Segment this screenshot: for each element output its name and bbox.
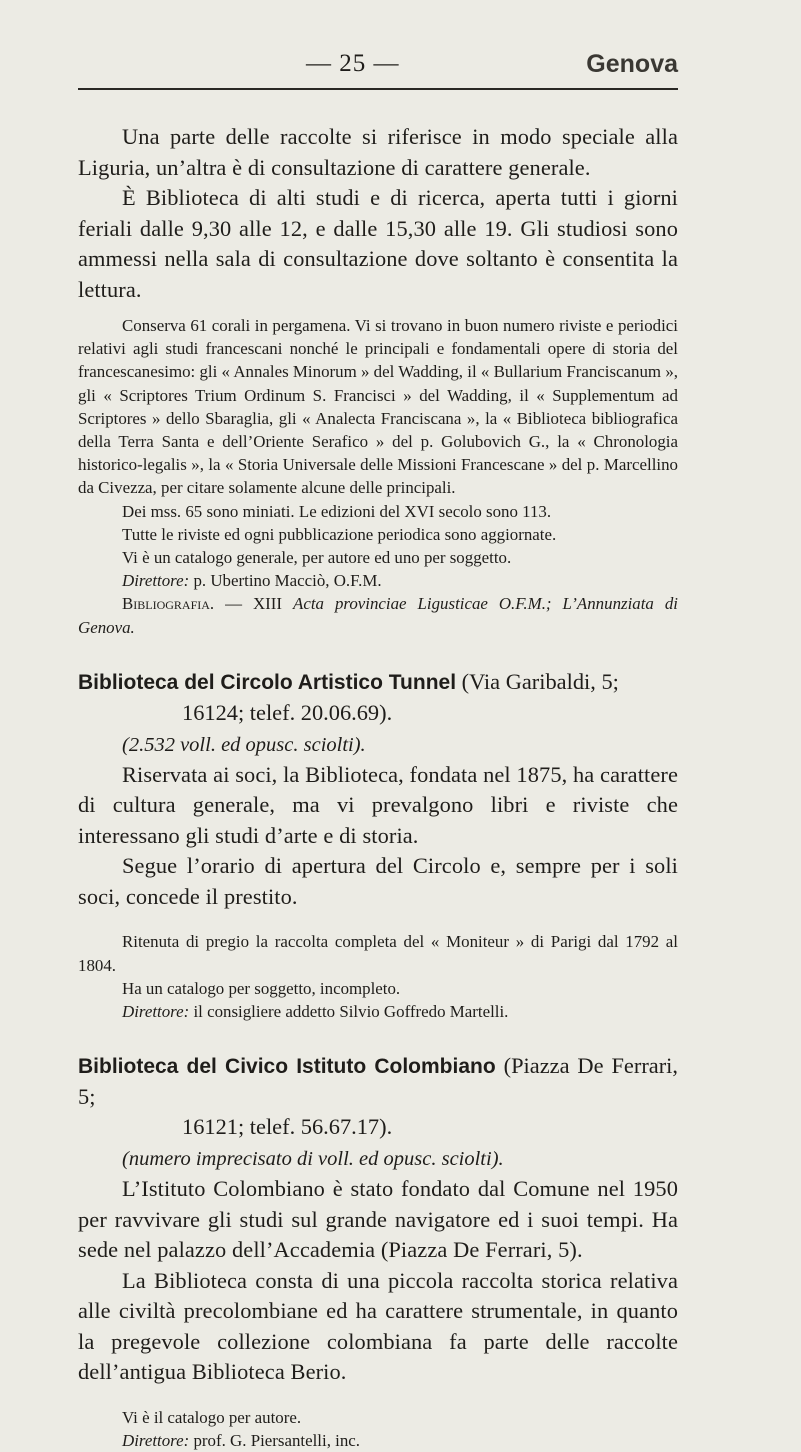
entry-colombiano-address: (Piazza De Ferrari, 5; — [78, 1053, 678, 1110]
running-head: Genova — [586, 50, 678, 78]
intro-paragraph-1: Una parte delle raccolte si riferisce in modo speciale alla Liguria, un’altra è di consultazione di carattere generale. — [78, 124, 678, 180]
intro-director — [78, 569, 678, 592]
entry-tunnel-note-2: Ha un catalogo per soggetto, incompleto. — [122, 978, 401, 998]
entry-tunnel-paragraph-1: Riservata ai soci, la Biblioteca, fondata nel 1875, ha carattere di cultura generale, ma vi prevalgono libri e riviste che interessano gli studi d’arte e di storia. — [78, 761, 678, 848]
entry-colombiano-note-1: Vi è il catalogo per autore. — [122, 1407, 302, 1427]
intro-holdings-note: Conserva 61 corali in pergamena. Vi si trovano in buon numero riviste e periodici relativi agli studi francescani nonché le principali e fondamentali opere di storia del francescanesimo: gli « Annales Minorum » del Wadding, il « Bullarium Franciscanum », gli « Scriptores Trium Ordinum S. Francisci » del Wadding, il « Supplementum ad Scriptores » dello Sbaraglia, gli « Analecta Franciscana », la « Biblioteca bibliografica della Terra Santa e dell’Oriente Serafico » del p. Golubovich G., la « Chronologia historico-legalis », la « Storia Universale delle Missioni Francescane » del p. Marcellino da Civezza, per citare solamente alcune delle principali. — [78, 316, 678, 498]
entry-tunnel-paragraph-2: Segue l’orario di apertura del Circolo e, sempre per i soli soci, concede il prestito. — [78, 853, 678, 909]
page-body — [78, 122, 678, 1452]
page-number: — 25 — — [306, 50, 400, 77]
bibliography-dash: — XIII — [225, 594, 283, 614]
entry-tunnel-heading — [78, 667, 678, 728]
intro-section — [78, 122, 678, 639]
intro-paragraph-2: È Biblioteca di alti studi e di ricerca, aperta tutti i giorni feriali dalle 9,30 alle 12, e dalle 15,30 alle 19. Gli studiosi sono ammessi nella sala di consultazione dove soltanto è consentita la lettura. — [78, 185, 678, 302]
intro-bibliography — [78, 592, 678, 638]
entry-tunnel-name: Biblioteca del Circolo Artistico Tunnel — [78, 670, 457, 694]
intro-periodicals-note: Tutte le riviste ed ogni pubblicazione periodica sono aggiornate. — [122, 524, 557, 544]
bibliography-label: Bibliografia. — [122, 594, 215, 614]
entry-colombiano-paragraph-1: L’Istituto Colombiano è stato fondato dal Comune nel 1950 per ravvivare gli studi sul grande navigatore ed i suoi tempi. Ha sede nel palazzo dell’Accademia (Piazza De Ferrari, 5). — [78, 1176, 678, 1263]
entry-colombiano — [78, 1051, 678, 1452]
director-name: il consigliere addetto Silvio Goffredo Martelli. — [193, 1001, 509, 1021]
director-label: Direttore: — [122, 1001, 190, 1021]
director-label: Direttore: — [122, 1430, 190, 1450]
entry-tunnel-address-cont: 16124; telef. 20.06.69). — [182, 699, 393, 725]
entry-colombiano-address-cont: 16121; telef. 56.67.17). — [182, 1114, 393, 1140]
entry-tunnel-count: (2.532 voll. ed opusc. sciolti). — [122, 733, 366, 756]
entry-colombiano-paragraph-2: La Biblioteca consta di una piccola raccolta storica relativa alle civiltà precolombiane ed ha carattere strumentale, in quanto la pregevole collezione colombiana fa parte delle raccolte dell’antigua Biblioteca Berio. — [78, 1267, 678, 1385]
page-header — [78, 48, 678, 90]
director-name: p. Ubertino Macciò, O.F.M. — [193, 571, 382, 591]
entry-tunnel — [78, 667, 678, 1023]
bibliography-title-2: L’Annunziata di Genova. — [78, 594, 678, 637]
director-name: prof. G. Piersantelli, inc. — [193, 1430, 360, 1450]
entry-colombiano-heading — [78, 1051, 678, 1142]
entry-tunnel-address: (Via Garibaldi, 5; — [461, 668, 619, 694]
entry-tunnel-note-1: Ritenuta di pregio la raccolta completa del « Moniteur » di Parigi dal 1792 al 1804. — [78, 932, 678, 975]
intro-manuscripts-note: Dei mss. 65 sono miniati. Le edizioni del XVI secolo sono 113. — [122, 501, 552, 521]
entry-colombiano-count: (numero imprecisato di voll. ed opusc. sciolti). — [122, 1148, 504, 1171]
entry-colombiano-director — [78, 1429, 678, 1452]
intro-catalog-note: Vi è un catalogo generale, per autore ed uno per soggetto. — [122, 548, 512, 568]
entry-colombiano-name: Biblioteca del Civico Istituto Colombiano — [78, 1055, 496, 1079]
entry-tunnel-director — [78, 1000, 678, 1023]
director-label: Direttore: — [122, 571, 190, 591]
bibliography-title-1: Acta provinciae Ligusticae O.F.M.; — [293, 594, 552, 614]
